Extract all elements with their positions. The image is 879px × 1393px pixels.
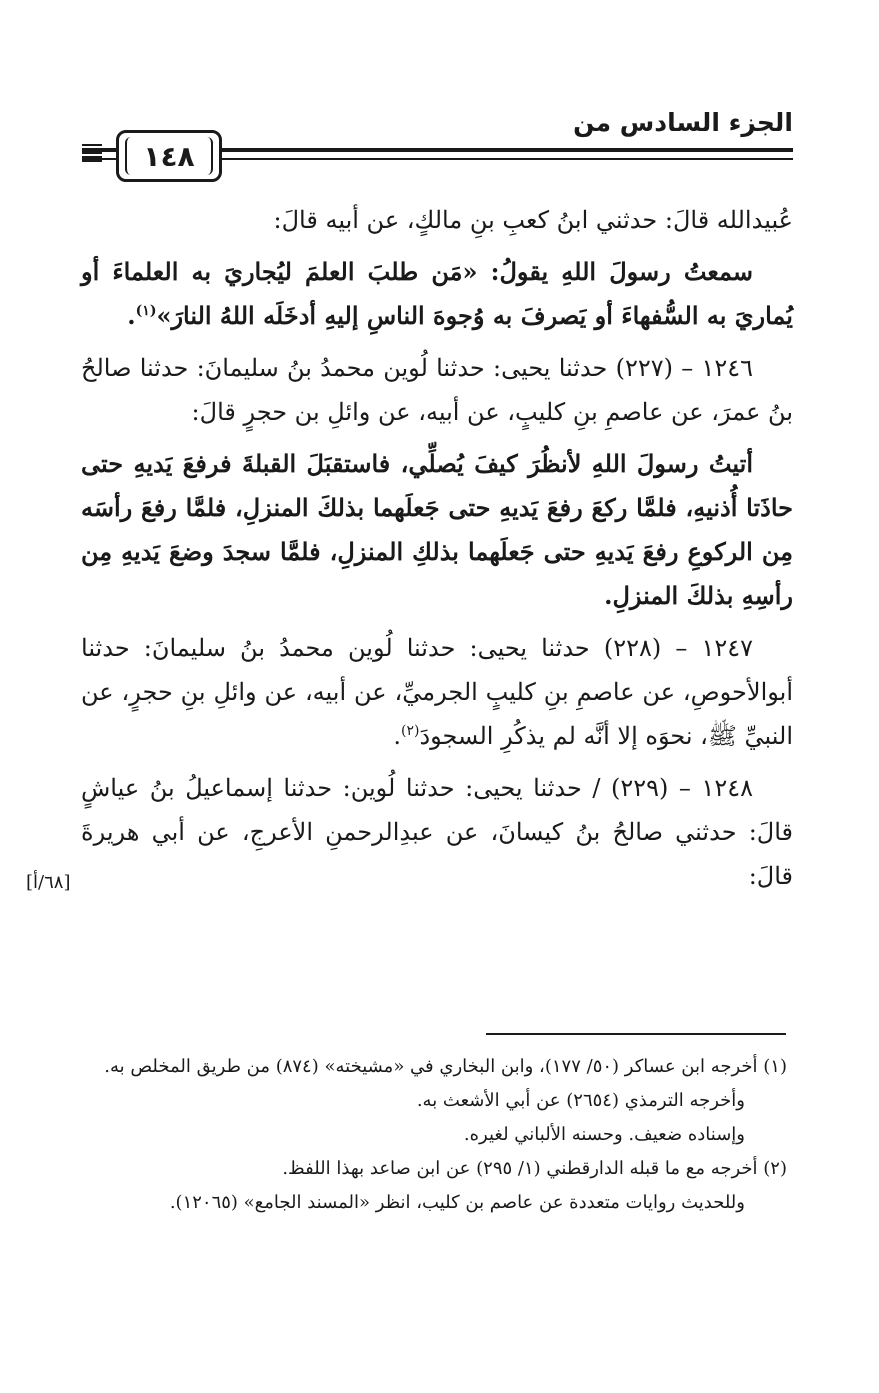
hadith-text: سمعتُ رسولَ اللهِ يقولُ: «مَن طلبَ العلمَ ليُجاريَ به العلماءَ أو يُماريَ به السُّفهاءَ أو يَصرفَ به وُجوهَ الناسِ إليهِ أدخَلَه اللهُ النارَ»$^{(١)}$. xyxy=(81,257,793,330)
paragraph-text: ١٢٤٨ – (٢٢٩) / حدثنا يحيى: حدثنا لُوين: حدثنا إسماعيلُ بنُ عياشٍ قالَ: حدثني صالحُ بنُ كيسانَ، عن عبدِالرحمنِ الأعرجِ، عن أبي هريرةَ قالَ: xyxy=(81,774,793,890)
footnote: (٢) أخرجه مع ما قبله الدارقطني (١/ ٢٩٥) عن ابن صاعد بهذا اللفظ. xyxy=(282,1158,787,1179)
footnote-ref: (١) xyxy=(135,303,157,319)
manuscript-folio-note: [٦٨/أ] xyxy=(26,872,71,893)
paragraph-text: ١٢٤٧ – (٢٢٨) حدثنا يحيى: حدثنا لُوين محمدُ بنُ سليمانَ: حدثنا أبوالأحوصِ، عن عاصمِ بنِ كليبٍ الجرميِّ، عن أبيه، عن وائلِ بنِ حجرٍ، عن النبيِّ ﷺ، نحوَه إلا أنَّه لم يذكُرِ السجودَ xyxy=(81,634,793,750)
footnotes xyxy=(75,1050,787,1220)
hadith-text xyxy=(81,442,793,618)
paragraph-text: ١٢٤٦ – (٢٢٧) حدثنا يحيى: حدثنا لُوين محمدُ بنُ سليمانَ: حدثنا صالحُ بنُ عمرَ، عن عاصمِ بنِ كليبٍ، عن أبيه، عن وائلِ بن حجرٍ قالَ: xyxy=(81,354,793,426)
main-text xyxy=(81,198,793,906)
page-number: ١٤٨ xyxy=(143,139,195,173)
paragraph-text: أتيتُ رسولَ اللهِ لأنظُرَ كيفَ يُصلِّي، فاستقبَلَ القبلةَ فرفعَ يَديهِ حتى حاذَتا أُذنيهِ، فلمَّا ركعَ رفعَ يَديهِ حتى جَعلَهما بذلكَ المنزلِ، فلمَّا رفعَ رأسَه مِن الركوعِ رفعَ يَديهِ حتى جَعلَهما بذلكِ المنزلِ، فلمَّا سجدَ وضعَ يَديهِ مِن رأسِهِ بذلكَ المنزلِ. xyxy=(81,449,793,610)
footnote: (١) أخرجه ابن عساكر (٥٠/ ١٧٧)، وابن البخاري في «مشيخته» (٨٧٤) من طريق المخلص به. xyxy=(104,1056,787,1077)
isnad-paragraph: ١٢٤٧ – (٢٢٨) حدثنا يحيى: حدثنا لُوين محمدُ بنُ سليمانَ: حدثنا أبوالأحوصِ، عن عاصمِ بنِ كليبٍ الجرميِّ، عن أبيه، عن وائلِ بنِ حجرٍ، عن النبيِّ ﷺ، نحوَه إلا أنَّه لم يذكُرِ السجودَ$^{(٢)}$. xyxy=(81,634,793,750)
footnote: وأخرجه الترمذي (٢٦٥٤) عن أبي الأشعث به. xyxy=(416,1090,745,1111)
page-header xyxy=(82,108,793,180)
page-number-box xyxy=(116,130,222,182)
footnote: وللحديث روايات متعددة عن عاصم بن كليب، انظر «المسند الجامع» (١٢٠٦٥). xyxy=(169,1192,745,1213)
footnote-ref: (٢) xyxy=(401,723,420,739)
footnote: وإسناده ضعيف. وحسنه الألباني لغيره. xyxy=(463,1124,745,1145)
header-hatch-ornament xyxy=(82,144,102,162)
isnad-paragraph xyxy=(81,766,793,898)
paragraph xyxy=(81,198,793,242)
volume-title: الجزء السادس من xyxy=(573,108,793,137)
footnote-separator xyxy=(486,1033,786,1035)
isnad-paragraph xyxy=(81,346,793,434)
paragraph-text: عُبيدالله قالَ: حدثني ابنُ كعبِ بنِ مالكٍ، عن أبيه قالَ: xyxy=(273,206,793,234)
paragraph-text: سمعتُ رسولَ اللهِ يقولُ: «مَن طلبَ العلمَ ليُجاريَ به العلماءَ أو يُماريَ به السُّفهاءَ أو يَصرفَ به وُجوهَ الناسِ إليهِ أدخَلَه اللهُ النارَ» xyxy=(81,257,793,330)
